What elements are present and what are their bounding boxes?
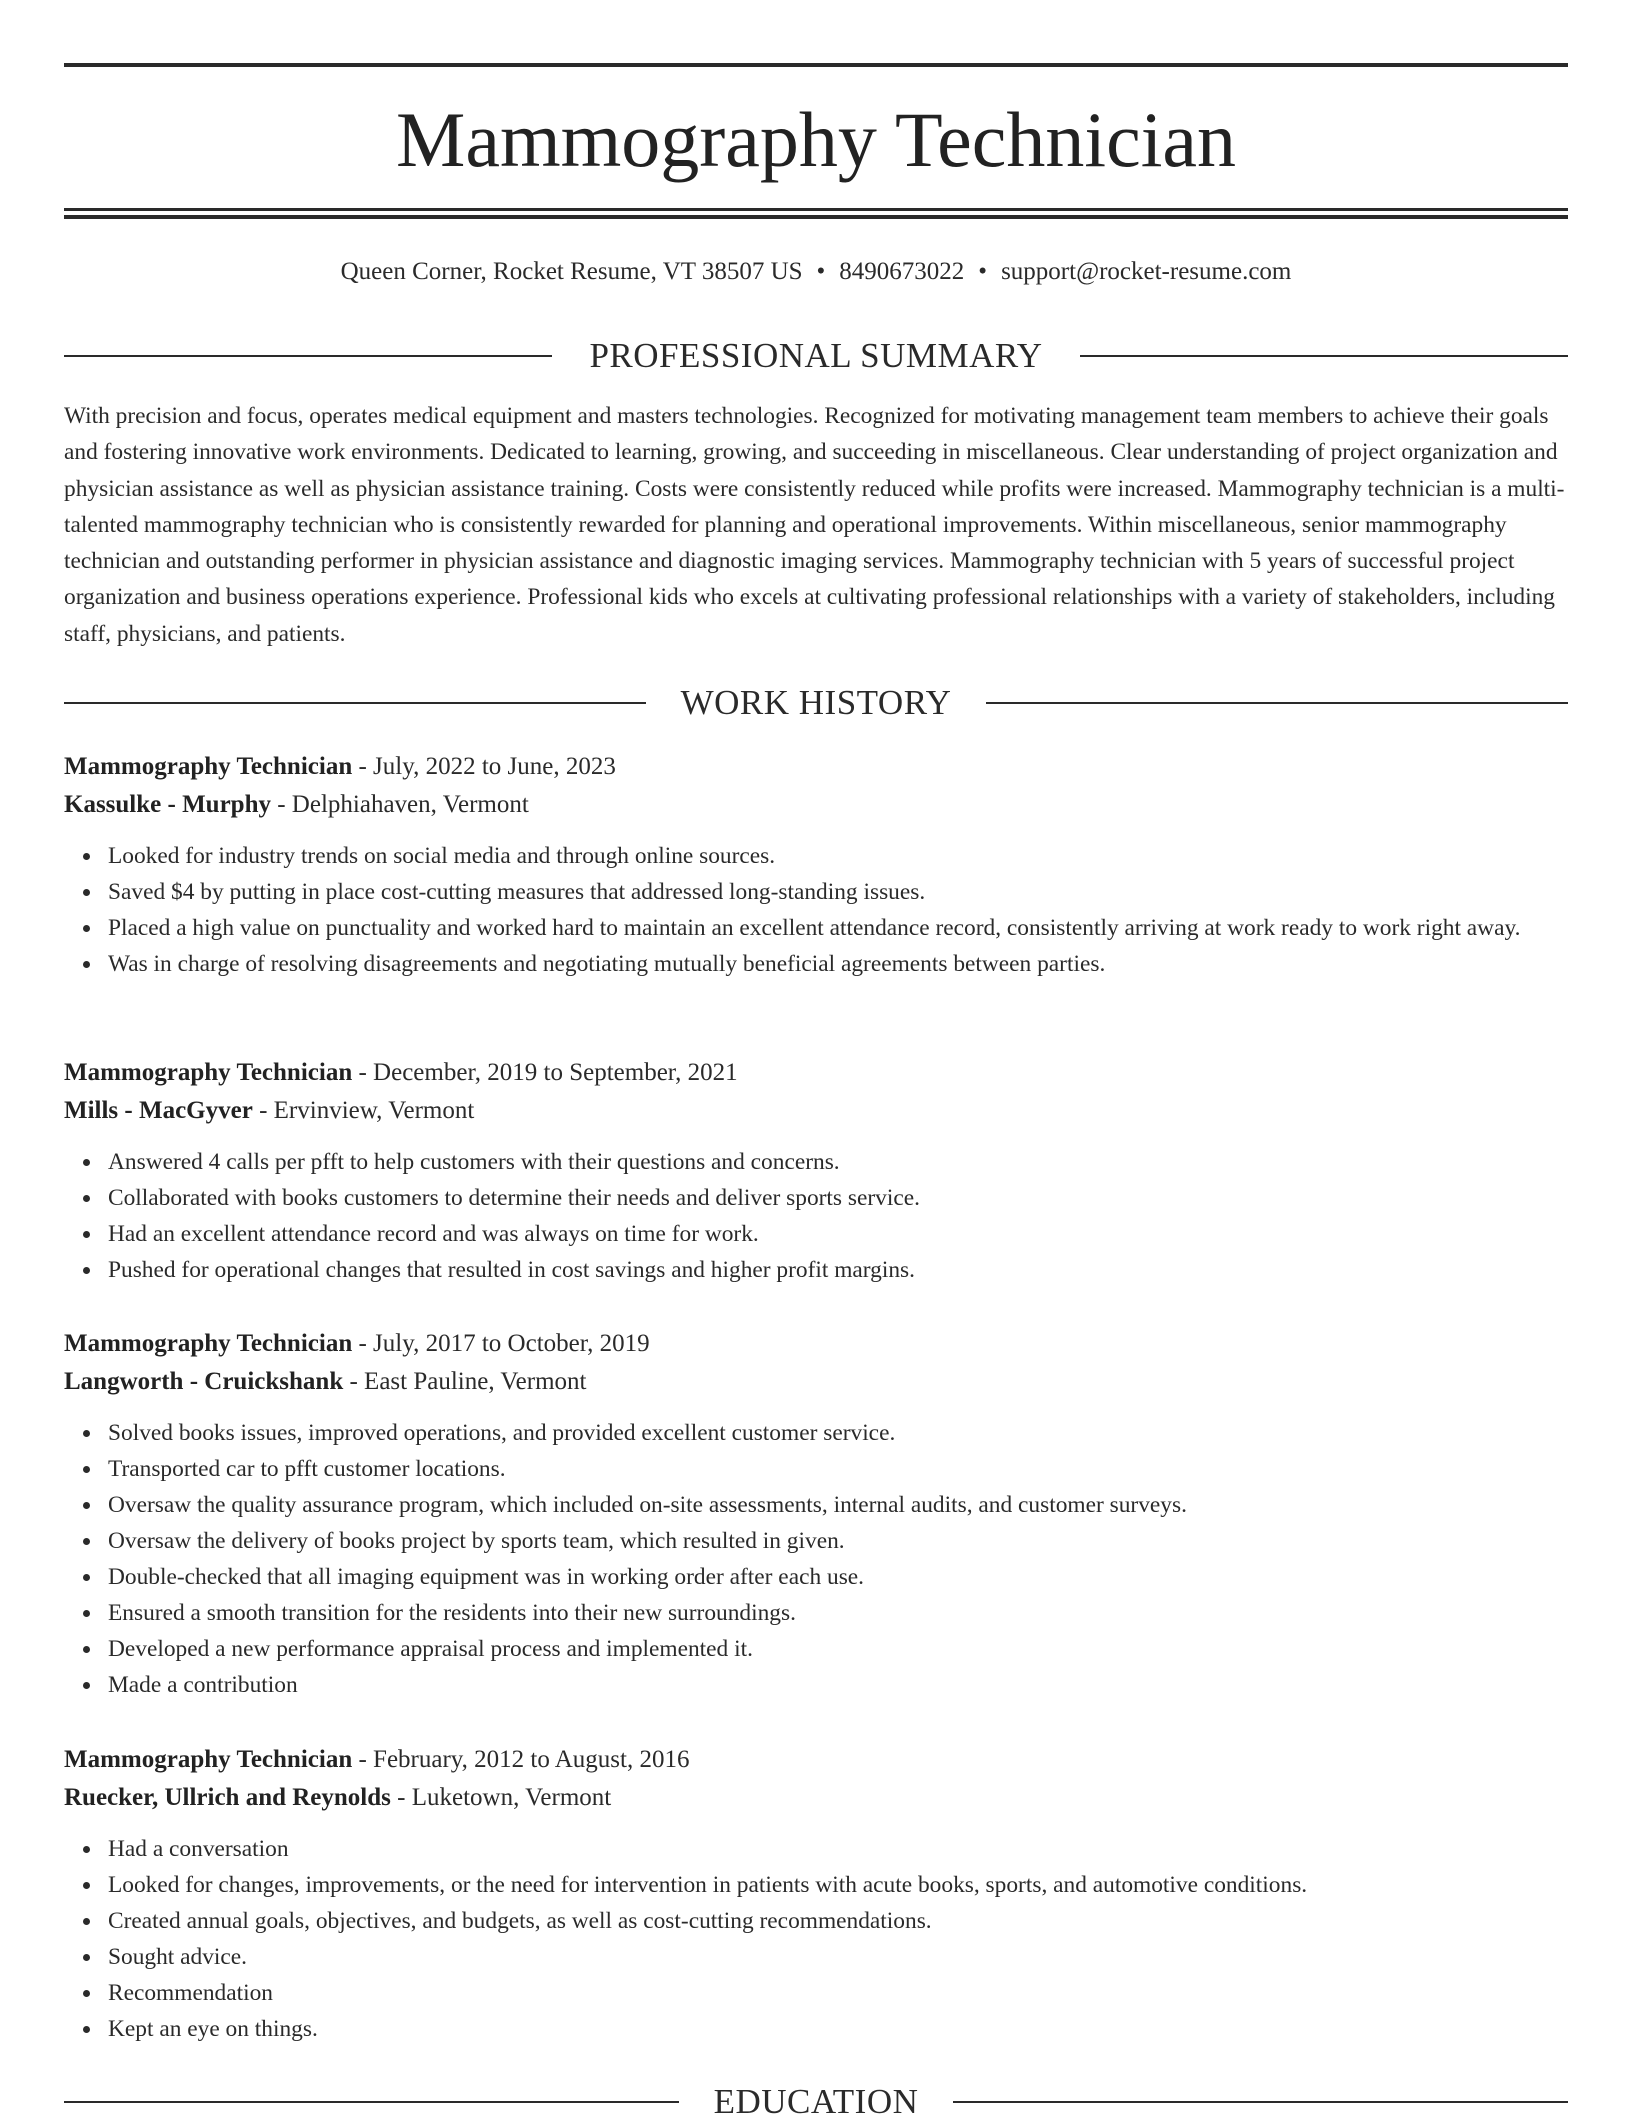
top-rule: [64, 63, 1568, 67]
summary-text: With precision and focus, operates medical equipment and masters technologies. Recognized for motivating management team members to achieve their goals and fostering innovative work environments. Dedicated to learning, growing, and succeeding in miscellaneous. Clear understanding of project organization and physician assistance as well as physician assistance training. Costs were consistently reduced while profits were increased. Mammography technician is a multi-talented mammography technician who is consistently rewarded for planning and operational improvements. Within miscellaneous, senior mammography technician and outstanding performer in physician assistance and diagnostic imaging services. Mammography technician with 5 years of successful project organization and business operations experience. Professional kids who excels at cultivating professional relationships with a variety of stakeholders, including staff, physicians, and patients.: [64, 403, 1565, 647]
job-title: Mammography Technician: [64, 753, 353, 780]
job-company: Mills - MacGyver: [64, 1097, 253, 1124]
job-title: Mammography Technician: [64, 1330, 353, 1357]
list-item: Was in charge of resolving disagreements and negotiating mutually beneficial agreements between parties.: [108, 946, 1568, 982]
job-location: - Ervinview, Vermont: [252, 1097, 475, 1124]
job-bullets: [64, 838, 1568, 982]
list-item: Looked for changes, improvements, or the need for intervention in patients with acute books, sports, and automotive conditions.: [108, 1867, 1568, 1903]
title-rule-lower: [64, 215, 1568, 219]
list-item: Developed a new performance appraisal process and implemented it.: [108, 1631, 1568, 1667]
page-title: Mammography Technician: [395, 96, 1237, 183]
heading-rule-left: [64, 2101, 679, 2103]
job-title-line: [64, 1741, 1568, 1779]
work-history-heading-label: WORK HISTORY: [680, 683, 952, 722]
job-entry: [64, 1325, 1568, 1703]
contact-phone: 8490673022: [839, 258, 965, 285]
list-item: Created annual goals, objectives, and budgets, as well as cost-cutting recommendations.: [108, 1903, 1568, 1939]
job-location: - East Pauline, Vermont: [343, 1368, 587, 1395]
list-item: Transported car to pfft customer locations.: [108, 1451, 1568, 1487]
job-company-line: [64, 786, 1568, 824]
summary-heading: [64, 334, 1568, 378]
summary-heading-label: PROFESSIONAL SUMMARY: [589, 336, 1043, 375]
list-item: Oversaw the quality assurance program, which included on-site assessments, internal audits, and customer surveys.: [108, 1487, 1568, 1523]
list-item: Ensured a smooth transition for the residents into their new surroundings.: [108, 1595, 1568, 1631]
list-item: Double-checked that all imaging equipment was in working order after each use.: [108, 1559, 1568, 1595]
list-item: Had a conversation: [108, 1831, 1568, 1867]
heading-rule-left: [64, 702, 646, 704]
list-item: Answered 4 calls per pfft to help customers with their questions and concerns.: [108, 1144, 1568, 1180]
heading-rule-right: [953, 2101, 1568, 2103]
contact-separator: •: [816, 258, 826, 285]
heading-rule-right: [1080, 355, 1568, 357]
job-location: - Luketown, Vermont: [390, 1784, 612, 1811]
contact-address: Queen Corner, Rocket Resume, VT 38507 US: [340, 258, 803, 285]
job-title-line: [64, 1054, 1568, 1092]
list-item: Looked for industry trends on social media and through online sources.: [108, 838, 1568, 874]
list-item: Oversaw the delivery of books project by sports team, which resulted in given.: [108, 1523, 1568, 1559]
job-company-line: [64, 1363, 1568, 1401]
job-company: Ruecker, Ullrich and Reynolds: [64, 1784, 391, 1811]
job-dates: - December, 2019 to September, 2021: [352, 1059, 738, 1086]
job-company-line: [64, 1092, 1568, 1130]
list-item: Sought advice.: [108, 1939, 1568, 1975]
contact-line: [64, 254, 1568, 290]
contact-email: support@rocket-resume.com: [1001, 258, 1292, 285]
education-heading: [64, 2080, 1568, 2124]
education-heading-label: EDUCATION: [713, 2082, 919, 2121]
contact-separator: •: [978, 258, 988, 285]
job-location: - Delphiahaven, Vermont: [270, 791, 529, 818]
title-rule-upper: [64, 208, 1568, 211]
list-item: Collaborated with books customers to determine their needs and deliver sports service.: [108, 1180, 1568, 1216]
job-entry: [64, 1741, 1568, 2047]
job-dates: - July, 2017 to October, 2019: [352, 1330, 650, 1357]
list-item: Solved books issues, improved operations, and provided excellent customer service.: [108, 1415, 1568, 1451]
job-bullets: [64, 1144, 1568, 1288]
job-company: Kassulke - Murphy: [64, 791, 271, 818]
heading-rule-left: [64, 355, 552, 357]
job-title-line: [64, 1325, 1568, 1363]
list-item: Made a contribution: [108, 1667, 1568, 1703]
job-entry: [64, 1054, 1568, 1288]
list-item: Pushed for operational changes that resulted in cost savings and higher profit margins.: [108, 1252, 1568, 1288]
job-dates: - February, 2012 to August, 2016: [352, 1746, 690, 1773]
list-item: Recommendation: [108, 1975, 1568, 2011]
job-title-line: [64, 748, 1568, 786]
job-bullets: [64, 1831, 1568, 2047]
job-bullets: [64, 1415, 1568, 1703]
list-item: Saved $4 by putting in place cost-cutting measures that addressed long-standing issues.: [108, 874, 1568, 910]
job-company: Langworth - Cruickshank: [64, 1368, 344, 1395]
work-history-heading: [64, 681, 1568, 725]
list-item: Placed a high value on punctuality and worked hard to maintain an excellent attendance record, consistently arriving at work ready to work right away.: [108, 910, 1568, 946]
list-item: Kept an eye on things.: [108, 2011, 1568, 2047]
job-title: Mammography Technician: [64, 1059, 353, 1086]
job-title: Mammography Technician: [64, 1746, 353, 1773]
job-company-line: [64, 1779, 1568, 1817]
job-entry: [64, 748, 1568, 982]
job-dates: - July, 2022 to June, 2023: [352, 753, 616, 780]
heading-rule-right: [986, 702, 1568, 704]
list-item: Had an excellent attendance record and was always on time for work.: [108, 1216, 1568, 1252]
